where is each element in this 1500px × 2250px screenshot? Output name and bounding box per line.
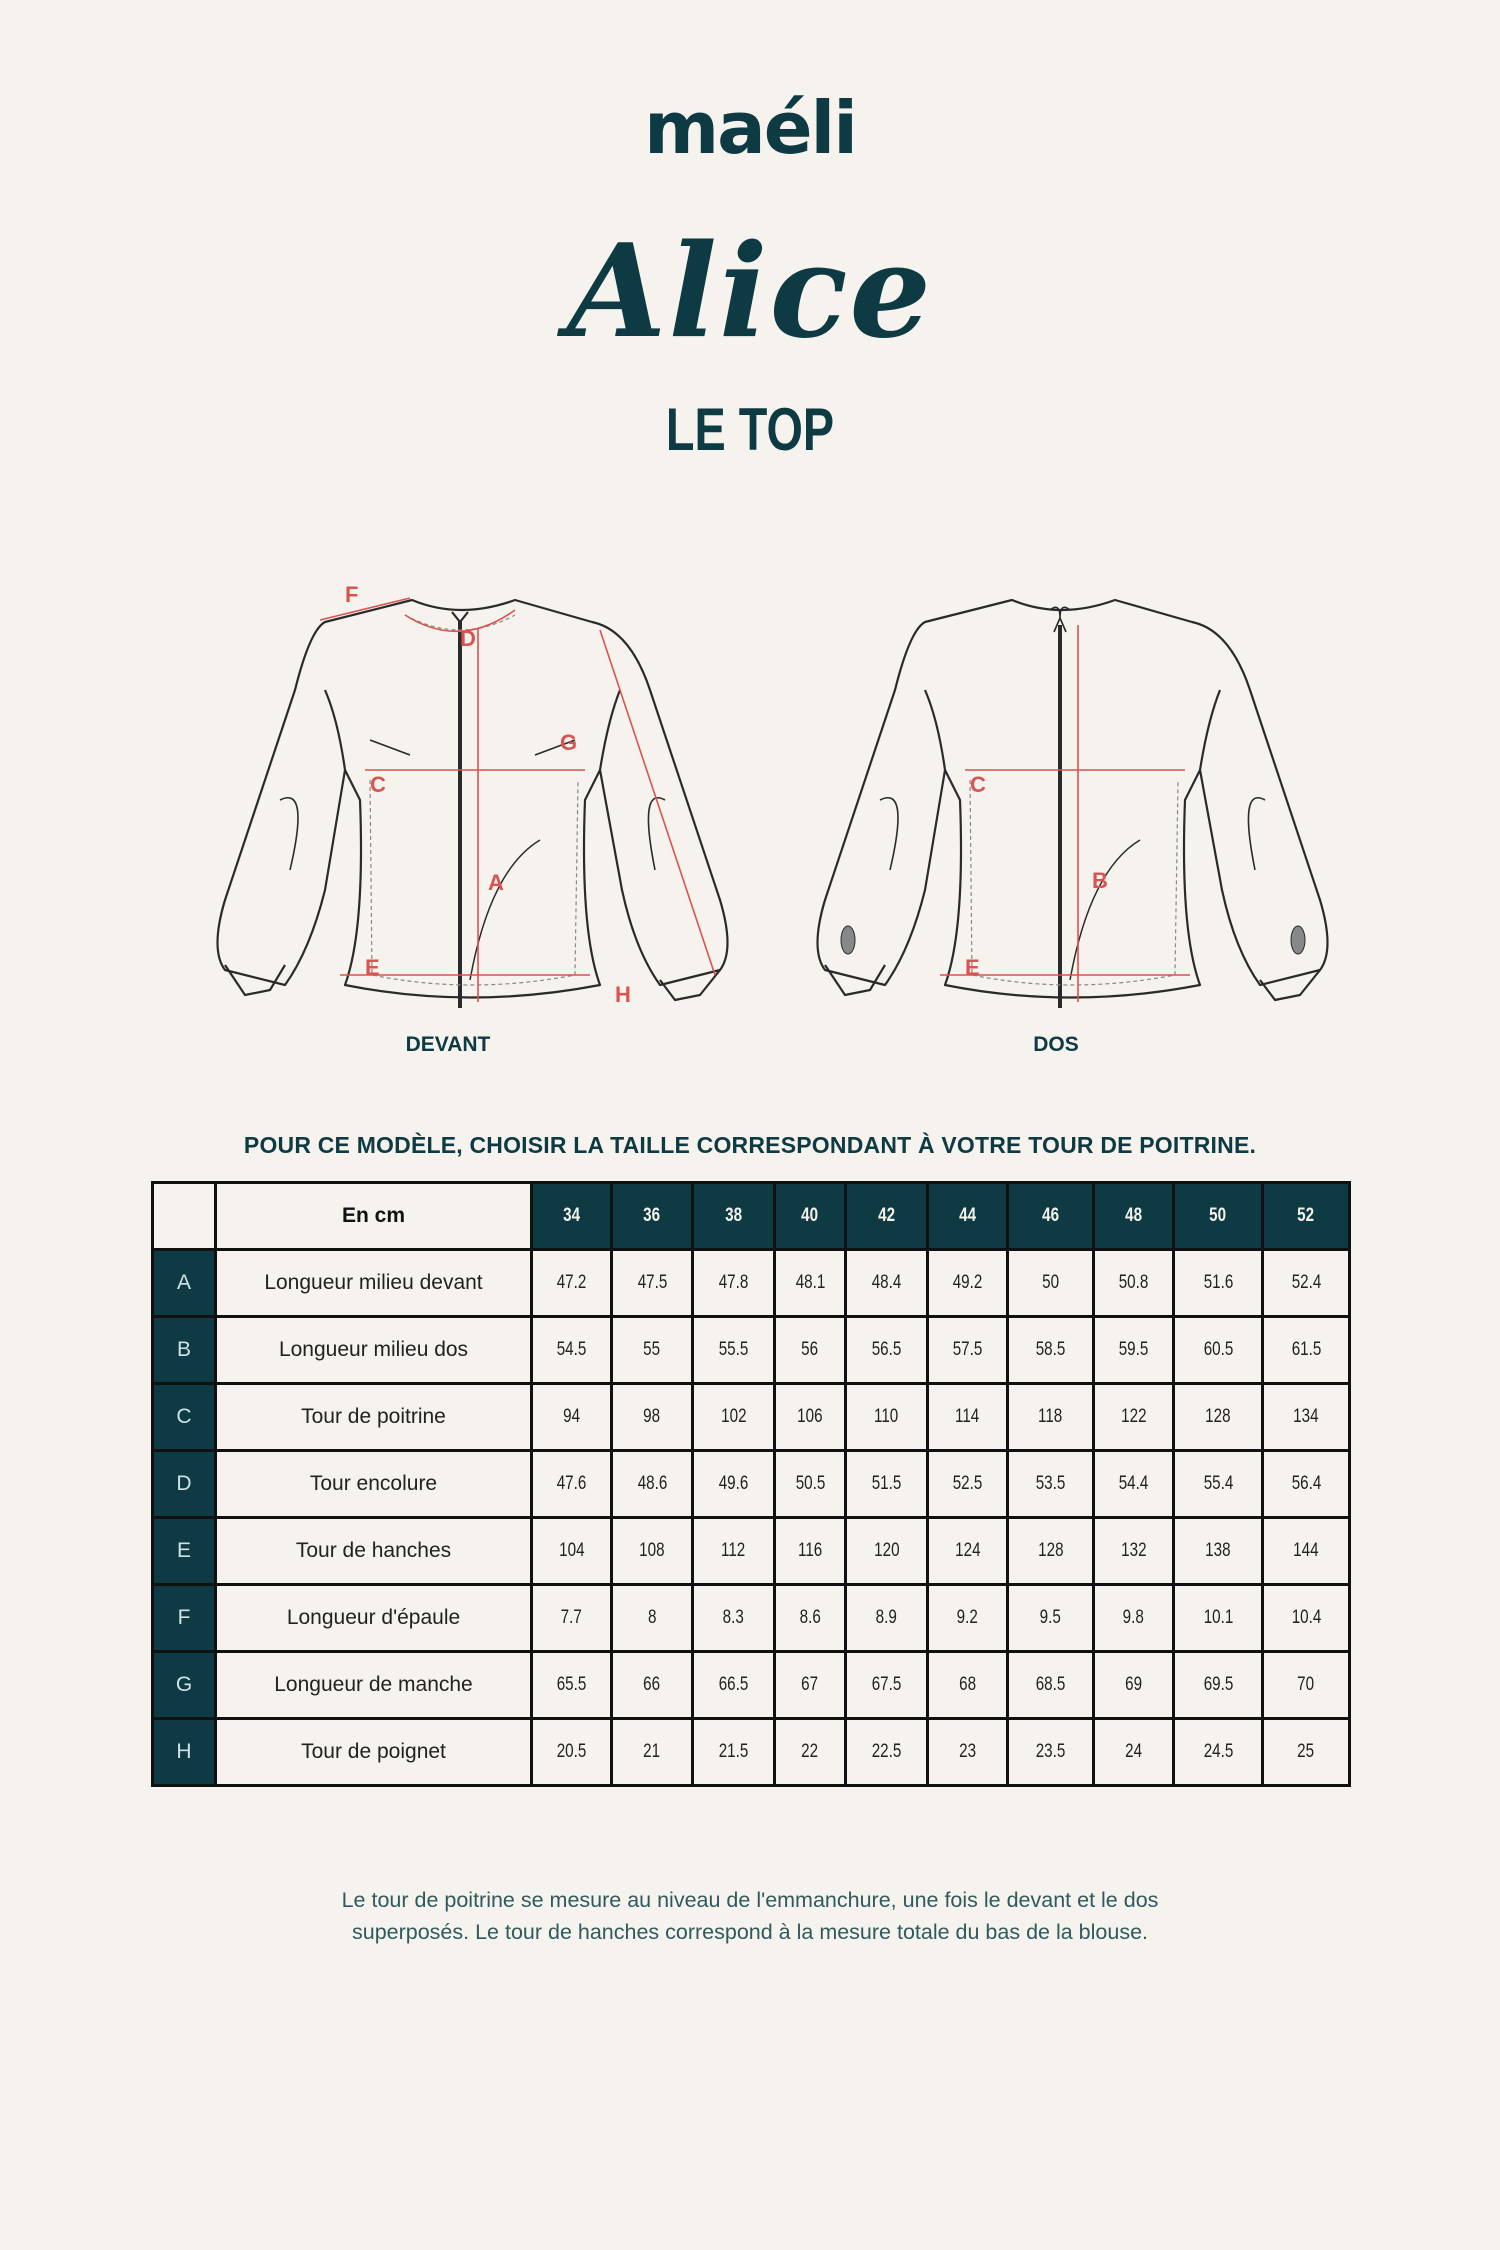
footnote: Le tour de poitrine se mesure au niveau de l'emmanchure, une fois le devant et le dos superposés. Le tour de hanches correspond à la mesure totale du bas de la blouse. xyxy=(341,1888,1159,1944)
back-view-label: DOS xyxy=(1033,1033,1079,1056)
marker-c: C xyxy=(370,772,386,797)
measure-value: 47.8 xyxy=(693,1250,775,1317)
measure-value: 10.4 xyxy=(1263,1585,1350,1652)
measure-value: 55 xyxy=(612,1317,693,1384)
measure-value: 114 xyxy=(928,1384,1008,1451)
measure-value: 55.4 xyxy=(1174,1451,1263,1518)
measure-value: 57.5 xyxy=(928,1317,1008,1384)
measure-value: 24.5 xyxy=(1174,1719,1263,1786)
size-header-46: 46 xyxy=(1008,1183,1094,1250)
measure-value: 25 xyxy=(1263,1719,1350,1786)
measure-value: 8.6 xyxy=(775,1585,846,1652)
measure-value: 50 xyxy=(1008,1250,1094,1317)
table-row xyxy=(153,1384,1350,1451)
measure-value: 51.6 xyxy=(1174,1250,1263,1317)
measure-value: 49.6 xyxy=(693,1451,775,1518)
marker-e: E xyxy=(965,955,980,980)
measure-value: 68 xyxy=(928,1652,1008,1719)
marker-c: C xyxy=(970,772,986,797)
measure-value: 7.7 xyxy=(532,1585,612,1652)
measure-value: 134 xyxy=(1263,1384,1350,1451)
size-header-44: 44 xyxy=(928,1183,1008,1250)
measure-value: 55.5 xyxy=(693,1317,775,1384)
size-header-34: 34 xyxy=(532,1183,612,1250)
measure-value: 66.5 xyxy=(693,1652,775,1719)
measure-value: 47.5 xyxy=(612,1250,693,1317)
size-chart-table xyxy=(151,1181,1351,1787)
measure-code: H xyxy=(153,1719,216,1786)
measure-value: 50.8 xyxy=(1094,1250,1174,1317)
measure-value: 51.5 xyxy=(846,1451,928,1518)
measure-value: 104 xyxy=(532,1518,612,1585)
marker-h: H xyxy=(615,982,631,1007)
measure-value: 65.5 xyxy=(532,1652,612,1719)
measure-value: 56 xyxy=(775,1317,846,1384)
measure-value: 50.5 xyxy=(775,1451,846,1518)
front-view-label: DEVANT xyxy=(405,1033,491,1056)
measure-code: D xyxy=(153,1451,216,1518)
table-row xyxy=(153,1451,1350,1518)
measure-value: 23.5 xyxy=(1008,1719,1094,1786)
measure-value: 132 xyxy=(1094,1518,1174,1585)
measure-value: 120 xyxy=(846,1518,928,1585)
measure-value: 52.4 xyxy=(1263,1250,1350,1317)
measure-label: Longueur d'épaule xyxy=(216,1585,532,1652)
measure-value: 138 xyxy=(1174,1518,1263,1585)
measure-code: E xyxy=(153,1518,216,1585)
measure-value: 144 xyxy=(1263,1518,1350,1585)
measure-label: Tour de hanches xyxy=(216,1518,532,1585)
measure-value: 69 xyxy=(1094,1652,1174,1719)
measure-value: 116 xyxy=(775,1518,846,1585)
measure-value: 118 xyxy=(1008,1384,1094,1451)
marker-a: A xyxy=(488,870,504,895)
size-header-36: 36 xyxy=(612,1183,693,1250)
measure-code: F xyxy=(153,1585,216,1652)
measure-label: Longueur milieu devant xyxy=(216,1250,532,1317)
measure-value: 9.8 xyxy=(1094,1585,1174,1652)
measure-value: 47.2 xyxy=(532,1250,612,1317)
measure-value: 122 xyxy=(1094,1384,1174,1451)
measure-value: 8.9 xyxy=(846,1585,928,1652)
blouse-back-illustration xyxy=(760,570,1340,1020)
table-row xyxy=(153,1250,1350,1317)
measure-value: 9.2 xyxy=(928,1585,1008,1652)
measure-value: 94 xyxy=(532,1384,612,1451)
table-row xyxy=(153,1518,1350,1585)
measure-value: 70 xyxy=(1263,1652,1350,1719)
measure-value: 52.5 xyxy=(928,1451,1008,1518)
measure-value: 108 xyxy=(612,1518,693,1585)
table-row xyxy=(153,1585,1350,1652)
measure-code: A xyxy=(153,1250,216,1317)
measure-value: 106 xyxy=(775,1384,846,1451)
measure-label: Tour encolure xyxy=(216,1451,532,1518)
corner-cell xyxy=(153,1183,216,1250)
table-header-row xyxy=(153,1183,1350,1250)
marker-b: B xyxy=(1092,868,1108,893)
measure-value: 112 xyxy=(693,1518,775,1585)
size-header-38: 38 xyxy=(693,1183,775,1250)
size-header-52: 52 xyxy=(1263,1183,1350,1250)
measure-value: 98 xyxy=(612,1384,693,1451)
measure-value: 68.5 xyxy=(1008,1652,1094,1719)
measure-value: 9.5 xyxy=(1008,1585,1094,1652)
measure-code: G xyxy=(153,1652,216,1719)
measure-value: 102 xyxy=(693,1384,775,1451)
measure-value: 48.6 xyxy=(612,1451,693,1518)
measure-value: 48.4 xyxy=(846,1250,928,1317)
front-sketch xyxy=(160,570,740,1020)
measure-value: 21 xyxy=(612,1719,693,1786)
size-header-50: 50 xyxy=(1174,1183,1263,1250)
measure-code: C xyxy=(153,1384,216,1451)
size-header-48: 48 xyxy=(1094,1183,1174,1250)
measure-value: 20.5 xyxy=(532,1719,612,1786)
pattern-type: LE TOP xyxy=(665,396,835,463)
measure-value: 60.5 xyxy=(1174,1317,1263,1384)
measure-value: 23 xyxy=(928,1719,1008,1786)
size-header-42: 42 xyxy=(846,1183,928,1250)
table-row xyxy=(153,1317,1350,1384)
measure-value: 124 xyxy=(928,1518,1008,1585)
measure-value: 61.5 xyxy=(1263,1317,1350,1384)
measure-value: 66 xyxy=(612,1652,693,1719)
measure-value: 59.5 xyxy=(1094,1317,1174,1384)
blouse-front-illustration xyxy=(160,570,740,1020)
measure-value: 21.5 xyxy=(693,1719,775,1786)
pattern-name: Alice xyxy=(567,217,933,367)
size-header-40: 40 xyxy=(775,1183,846,1250)
measure-label: Longueur de manche xyxy=(216,1652,532,1719)
measure-value: 48.1 xyxy=(775,1250,846,1317)
measure-value: 53.5 xyxy=(1008,1451,1094,1518)
measure-value: 110 xyxy=(846,1384,928,1451)
measure-value: 67 xyxy=(775,1652,846,1719)
measure-value: 8 xyxy=(612,1585,693,1652)
measure-value: 54.4 xyxy=(1094,1451,1174,1518)
measure-value: 67.5 xyxy=(846,1652,928,1719)
measure-value: 22.5 xyxy=(846,1719,928,1786)
measure-value: 8.3 xyxy=(693,1585,775,1652)
size-instruction: POUR CE MODÈLE, CHOISIR LA TAILLE CORRESPONDANT À VOTRE TOUR DE POITRINE. xyxy=(243,1132,1257,1158)
measure-label: Longueur milieu dos xyxy=(216,1317,532,1384)
measure-value: 22 xyxy=(775,1719,846,1786)
measure-value: 56.4 xyxy=(1263,1451,1350,1518)
table-row xyxy=(153,1719,1350,1786)
marker-d: D xyxy=(460,626,476,651)
measure-value: 56.5 xyxy=(846,1317,928,1384)
unit-header: En cm xyxy=(216,1183,532,1250)
measure-value: 58.5 xyxy=(1008,1317,1094,1384)
marker-e: E xyxy=(365,955,380,980)
brand-logo: maéli xyxy=(644,86,856,170)
measure-value: 128 xyxy=(1008,1518,1094,1585)
measure-value: 24 xyxy=(1094,1719,1174,1786)
measure-value: 69.5 xyxy=(1174,1652,1263,1719)
measure-value: 128 xyxy=(1174,1384,1263,1451)
measure-value: 47.6 xyxy=(532,1451,612,1518)
measure-label: Tour de poitrine xyxy=(216,1384,532,1451)
back-sketch xyxy=(760,570,1340,1020)
marker-g: G xyxy=(560,730,578,755)
measure-value: 10.1 xyxy=(1174,1585,1263,1652)
measure-code: B xyxy=(153,1317,216,1384)
measure-value: 54.5 xyxy=(532,1317,612,1384)
marker-f: F xyxy=(345,582,359,607)
table-body xyxy=(153,1250,1350,1786)
table-row xyxy=(153,1652,1350,1719)
measure-label: Tour de poignet xyxy=(216,1719,532,1786)
measure-value: 49.2 xyxy=(928,1250,1008,1317)
